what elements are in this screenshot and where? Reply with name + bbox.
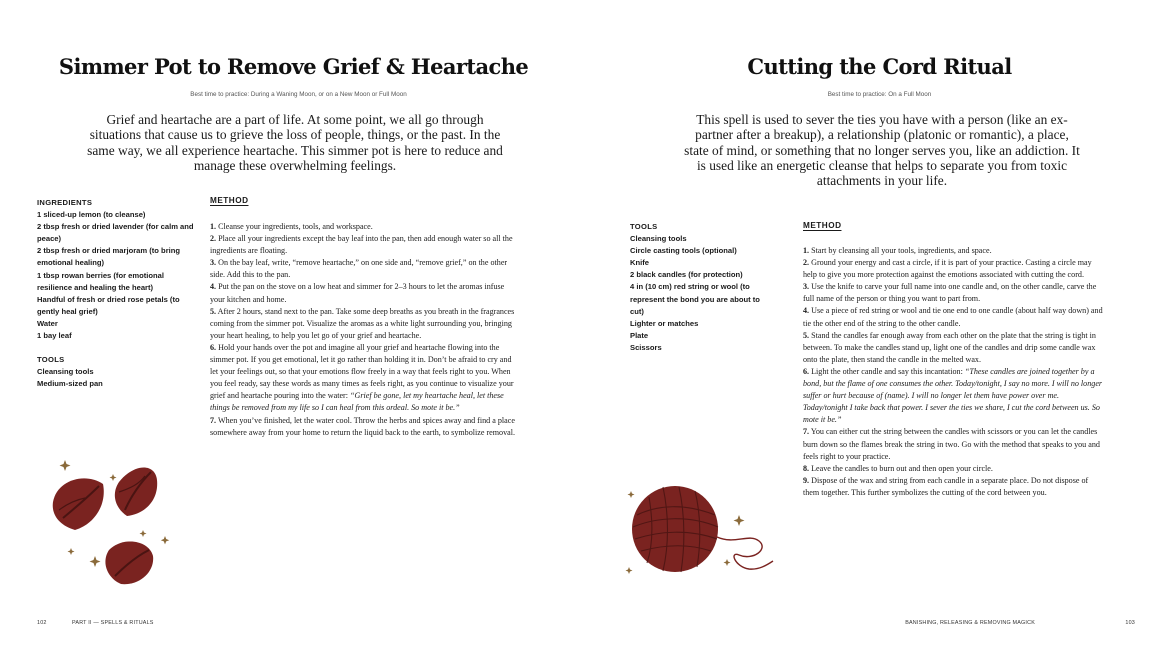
right-intro: This spell is used to sever the ties you have with a person (like an ex-partner after a breakup), a relationship (platonic or romantic), a place, state of mind, or something that no longer serves you, like an addiction. It is used like an energetic cleanse that helps to separate you from toxic attachments in your life.: [684, 112, 1080, 189]
list-item: Cleansing tools: [37, 367, 94, 377]
left-best-time: Best time to practice: During a Waning Moon, or on a New Moon or Full Moon: [190, 91, 407, 98]
right-best-time: Best time to practice: On a Full Moon: [827, 91, 932, 98]
list-item: Lighter or matches: [630, 318, 699, 328]
list-item: Cleansing tools: [630, 234, 687, 244]
method-step: 2. Place all your ingredients except the bay leaf into the pan, then add enough water so all the ingredients are floating.: [210, 234, 513, 256]
list-item: 1 tbsp rowan berries (for emotional resilience and healing the heart): [37, 270, 165, 292]
method-step: 6. Light the other candle and say this incantation: “These candles are joined together by a bond, but the flame of one consumes the other. Today/tonight, I say no more. I will no longer suffer or hurt because of (name). I will no longer let them have power over me. Today/tonight I take back that power. I sever the ties we share, I cut the cord between us. So mote it be.”: [803, 366, 1103, 425]
tools-heading: TOOLS: [37, 355, 65, 365]
left-page-title: Simmer Pot to Remove Grief & Heartache: [58, 54, 529, 79]
ingredients-heading: INGREDIENTS: [37, 198, 93, 207]
method-step: 3. On the bay leaf, write, “remove heartache,” on one side and, “remove grief,” on the other side. Add this to the pan.: [210, 258, 508, 280]
ingredients-list: [37, 209, 197, 342]
left-intro: Grief and heartache are a part of life. At some point, we all go through situations that cause us to grieve the loss of people, things, or the past. In the same way, we all experience heartache. This simmer pot is here to reduce and manage these overwhelming feelings.: [87, 112, 503, 173]
right-sidebar: [630, 221, 770, 354]
method-step: 6. Hold your hands over the pot and imagine all your grief and heartache flowing into the simmer pot. If you get emotional, let it go rather than holding it in. Don’t be afraid to cry and let your feelings out, so that your emotions flow freely in a way that feels right to you. When you feel ready, say these words as many times as feels right, as you continue to visualize your grief and heartache pouring into the water: “Grief be gone, let my heartache heal, let these things be removed from my life so I can heal from this ordeal. So mote it be.”: [210, 342, 514, 413]
petal: [105, 541, 153, 584]
right-page-number: 103: [1125, 620, 1135, 626]
method-step: 2. Ground your energy and cast a circle, if it is part of your practice. Casting a circle may help to give you more protection against the emotions associated with cutting the cord.: [803, 258, 1092, 280]
right-method-steps: [803, 245, 1103, 499]
left-page-number: 102: [37, 620, 47, 626]
rose-petals-illustration: [45, 452, 175, 592]
left-running-head: PART II — SPELLS & RITUALS: [72, 620, 154, 626]
list-item: Medium-sized pan: [37, 379, 103, 389]
method-step: 7. You can either cut the string between the candles with scissors or you can let the candles burn down so the flames break the string in two. Go with the method that speaks to you and feels right to your practice.: [803, 427, 1100, 461]
list-item: Water: [37, 318, 58, 328]
method-step: 1. Start by cleansing all your tools, ingredients, and space.: [803, 246, 992, 255]
yarn-ball-illustration: [623, 475, 783, 585]
petal: [53, 478, 104, 530]
method-step: 3. Use the knife to carve your full name into one candle and, on the other candle, carve the full name of the person or thing you want to part from.: [803, 282, 1097, 304]
left-sidebar: [37, 197, 197, 390]
list-item: 2 tbsp fresh or dried lavender (for calm and peace): [37, 222, 194, 244]
list-item: Handful of fresh or dried rose petals (to gently heal grief): [37, 294, 180, 316]
list-item: 1 bay leaf: [37, 331, 72, 341]
method-step: 1. Cleanse your ingredients, tools, and workspace.: [210, 222, 373, 231]
list-item: 2 black candles (for protection): [630, 270, 743, 280]
method-step: 9. Dispose of the wax and string from each candle in a separate place. Do not dispose of them together. This further symbolizes the cutting of the cord between you.: [803, 475, 1089, 497]
list-item: Plate: [630, 330, 649, 340]
method-step: 4. Put the pan on the stove on a low heat and simmer for 2–3 hours to let the aromas infuse your kitchen and home.: [210, 282, 505, 304]
tools-heading: TOOLS: [630, 222, 658, 231]
method-step: 5. After 2 hours, stand next to the pan. Take some deep breaths as you breath in the fragrances coming from the simmer pot. Visualize the aromas as a white light surrounding you, bringing your heart healing, to help you let go of your grief and heartache.: [210, 306, 515, 340]
left-method-steps: [210, 221, 520, 439]
left-method-heading: METHOD: [210, 196, 249, 205]
list-item: Circle casting tools (optional): [630, 246, 737, 256]
right-page: [588, 0, 1175, 650]
right-method-heading: METHOD: [803, 221, 842, 230]
list-item: Knife: [630, 258, 649, 268]
list-item: 1 sliced-up lemon (to cleanse): [37, 210, 146, 220]
tools-list: [37, 366, 197, 390]
right-page-title: Cutting the Cord Ritual: [747, 54, 1012, 79]
tools-list: [630, 233, 770, 354]
left-page: [0, 0, 587, 650]
right-running-head: BANISHING, RELEASING & REMOVING MAGICK: [905, 620, 1035, 626]
petal: [115, 467, 157, 516]
list-item: 4 in (10 cm) red string or wool (to represent the bond you are about to cut): [630, 282, 760, 316]
list-item: 2 tbsp fresh or dried marjoram (to bring emotional healing): [37, 246, 181, 268]
method-step: 8. Leave the candles to burn out and then open your circle.: [803, 463, 993, 473]
method-step: 7. When you’ve finished, let the water cool. Throw the herbs and spices away and find a place somewhere away from your home to return the liquid back to the earth, to symbolize removal.: [210, 415, 515, 437]
method-step: 5. Stand the candles far enough away from each other on the plate that the string is tight in between. To make the candles stand up, light one of the candles and drip some candle wax onto the plate, then stand the candle in the melted wax.: [803, 330, 1096, 364]
list-item: Scissors: [630, 342, 662, 352]
method-step: 4. Use a piece of red string or wool and tie one end to one candle (about half way down) and tie the other end of the string to the other candle.: [803, 306, 1103, 328]
